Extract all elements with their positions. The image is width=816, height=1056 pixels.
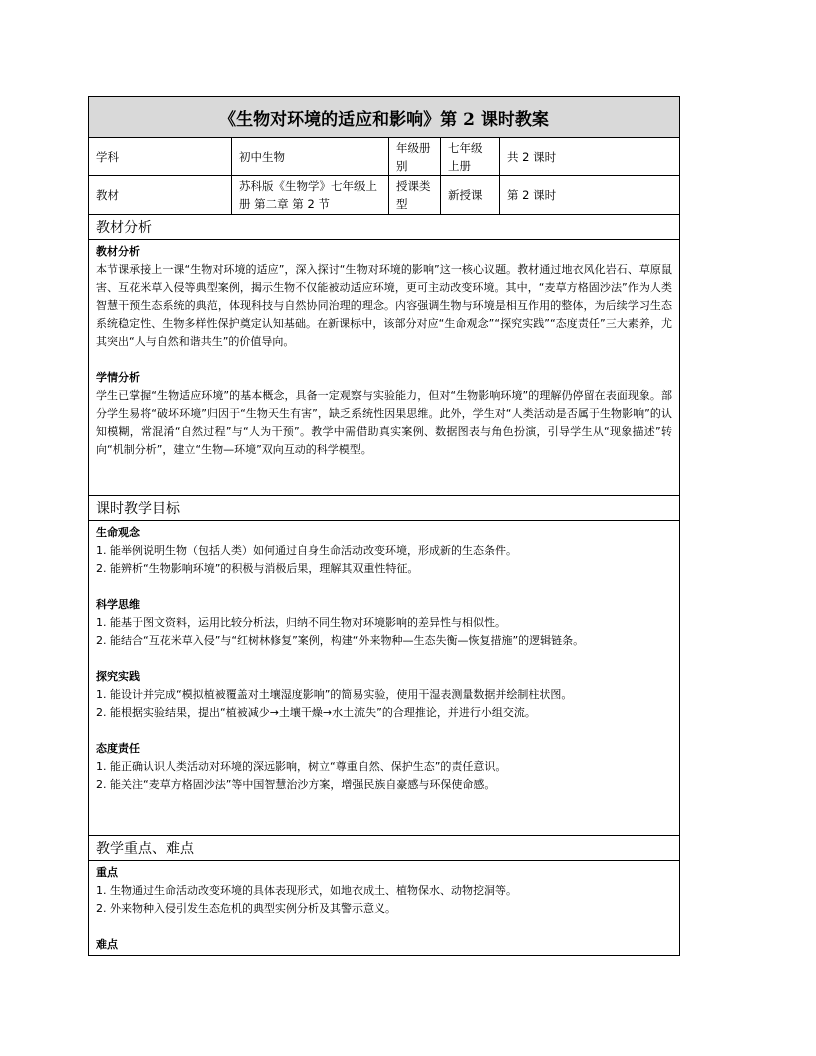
goal-item: 2. 能根据实验结果，提出“植被减少→土壤干燥→水土流失”的合理推论，并进行小组交流。	[96, 706, 536, 719]
goals-header: 课时教学目标	[89, 496, 679, 521]
focus-item: 1. 生物通过生命活动改变环境的具体表现形式，如地衣成土、植物保水、动物挖洞等。	[96, 884, 517, 897]
goal-group-title: 科学思维	[96, 598, 140, 611]
lesson-type-value: 新授课	[441, 176, 500, 214]
focus-title: 重点	[96, 866, 118, 879]
goal-item: 1. 能正确认识人类活动对环境的深远影响，树立“尊重自然、保护生态”的责任意识。	[96, 760, 507, 773]
material-analysis-text: 本节课承接上一课“生物对环境的适应”，深入探讨“生物对环境的影响”这一核心议题。教材通过地衣风化岩石、草原鼠害、互花米草入侵等典型案例，揭示生物不仅能被动适应环境，更可主动改变环境。其中，“麦草方格固沙法”作为人类智慧干预生态系统的典范，体现科技与自然协同治理的理念。内容强调生物与环境是相互作用的整体，为后续学习生态系统稳定性、生物多样性保护奠定认知基础。在新课标中，该部分对应“生命观念”“探究实践”“态度责任”三大素养，尤其突出“人与自然和谐共生”的价值导向。	[96, 263, 672, 348]
goal-item: 1. 能基于图文资料，运用比较分析法，归纳不同生物对环境影响的差异性与相似性。	[96, 616, 506, 629]
grade-label: 年级册别	[389, 138, 441, 175]
goal-item: 2. 能关注“麦草方格固沙法”等中国智慧治沙方案，增强民族自豪感与环保使命感。	[96, 778, 496, 791]
goals-section	[89, 496, 679, 836]
goal-item: 2. 能辨析“生物影响环境”的积极与消极后果，理解其双重性特征。	[96, 562, 419, 575]
lesson-type-label: 授课类型	[389, 176, 441, 214]
analysis-section	[89, 215, 679, 496]
goal-item: 1. 能设计并完成“模拟植被覆盖对土壤湿度影响”的简易实验，使用干湿表测量数据并绘制柱状图。	[96, 688, 573, 701]
focus-item: 2. 外来物种入侵引发生态危机的典型实例分析及其警示意义。	[96, 902, 396, 915]
analysis-header: 教材分析	[89, 215, 679, 240]
subject-value: 初中生物	[232, 138, 389, 175]
info-row-textbook	[89, 176, 679, 215]
textbook-label: 教材	[89, 176, 232, 214]
subject-label: 学科	[89, 138, 232, 175]
total-lessons: 共 2 课时	[507, 149, 557, 164]
goal-group-title: 态度责任	[96, 742, 140, 755]
document-title: 《生物对环境的适应和影响》第 2 课时教案	[89, 97, 679, 138]
student-analysis-title: 学情分析	[96, 371, 140, 384]
analysis-body	[89, 240, 679, 495]
goal-item: 2. 能结合“互花米草入侵”与“红树林修复”案例，构建“外来物种—生态失衡—恢复措施”的逻辑链条。	[96, 634, 585, 647]
textbook-value: 苏科版《生物学》七年级上册 第二章 第 2 节	[232, 176, 389, 214]
goal-group-title: 探究实践	[96, 670, 140, 683]
lesson-number: 第 2 课时	[507, 188, 557, 202]
goals-body	[89, 521, 679, 835]
key-points-header: 教学重点、难点	[89, 836, 679, 861]
lesson-plan-table	[88, 96, 680, 956]
goal-item: 1. 能举例说明生物（包括人类）如何通过自身生命活动改变环境，形成新的生态条件。	[96, 544, 517, 557]
grade-value: 七年级上册	[441, 138, 500, 175]
info-row-subject	[89, 138, 679, 176]
key-points-section	[89, 836, 679, 956]
material-analysis-title: 教材分析	[96, 245, 140, 258]
difficulty-title: 难点	[96, 938, 118, 951]
key-points-body	[89, 861, 679, 956]
student-analysis-text: 学生已掌握“生物适应环境”的基本概念，具备一定观察与实验能力，但对“生物影响环境”的理解仍停留在表面现象。部分学生易将“破坏环境”归因于“生物天生有害”，缺乏系统性因果思维。此外，学生对“人类活动是否属于生物影响”的认知模糊，常混淆“自然过程”与“人为干预”。教学中需借助真实案例、数据图表与角色扮演，引导学生从“现象描述”转向“机制分析”，建立“生物—环境”双向互动的科学模型。	[96, 389, 672, 456]
goal-group-title: 生命观念	[96, 526, 140, 539]
